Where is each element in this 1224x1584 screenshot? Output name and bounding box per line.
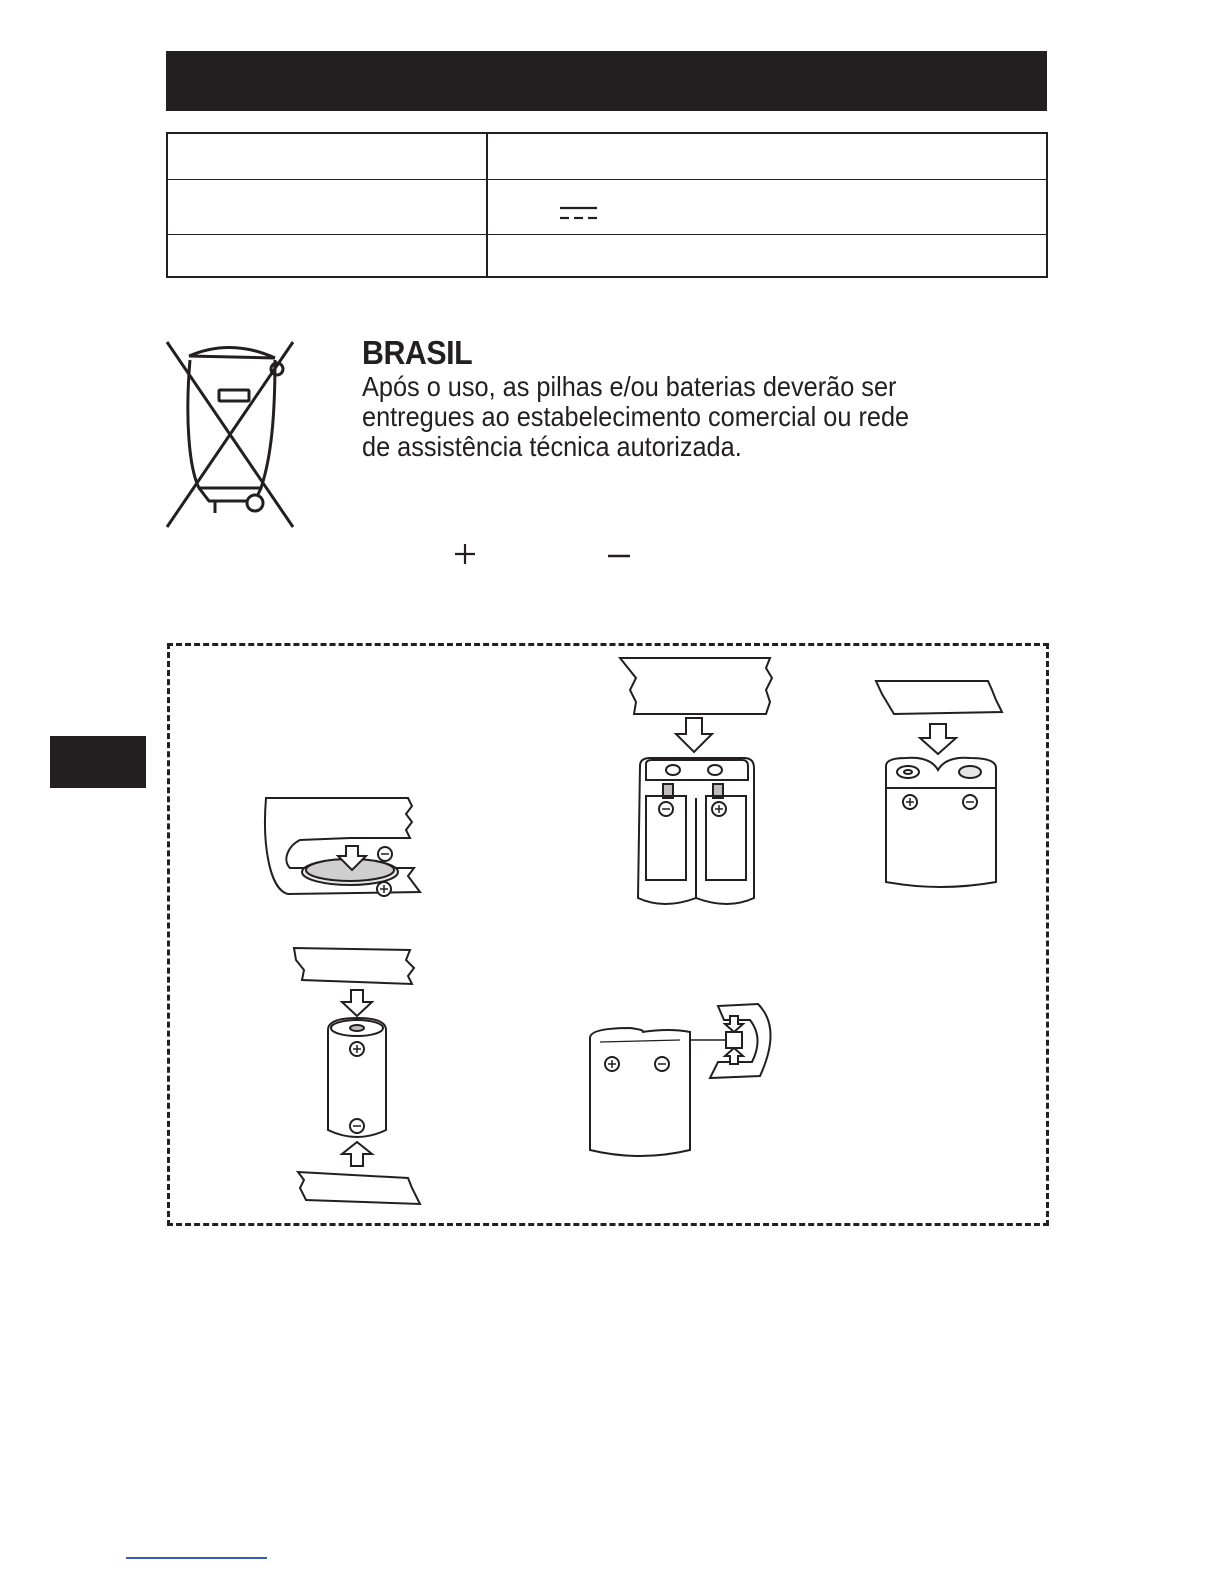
flat-pack-battery-icon [590,1004,771,1156]
brasil-notice [362,334,962,462]
twin-cell-battery-icon [620,658,772,904]
dc-symbol-icon [559,206,599,222]
header-bar [166,51,1047,111]
crossed-bin-icon [163,338,297,532]
brasil-text-line: de assistência técnica autorizada. [362,431,742,462]
battery-illustrations [170,646,1046,1223]
brasil-text-line: Após o uso, as pilhas e/ou baterias deverão ser [362,371,897,402]
cylindrical-battery-icon [294,948,420,1204]
brasil-title: BRASIL [362,334,473,371]
bottom-link-underline [126,1557,267,1559]
plus-symbol-icon [453,542,477,566]
2cr5-battery-icon [876,681,1002,887]
spec-row [168,180,1046,235]
coin-cell-battery-icon [265,798,420,896]
minus-symbol-icon [607,554,631,558]
spec-table [166,132,1048,278]
brasil-text-line: entregues ao estabelecimento comercial ou rede [362,401,910,432]
battery-insulation-panel [167,643,1049,1226]
spec-row [168,235,1046,278]
spec-row [168,134,1046,180]
side-tab [50,736,146,788]
